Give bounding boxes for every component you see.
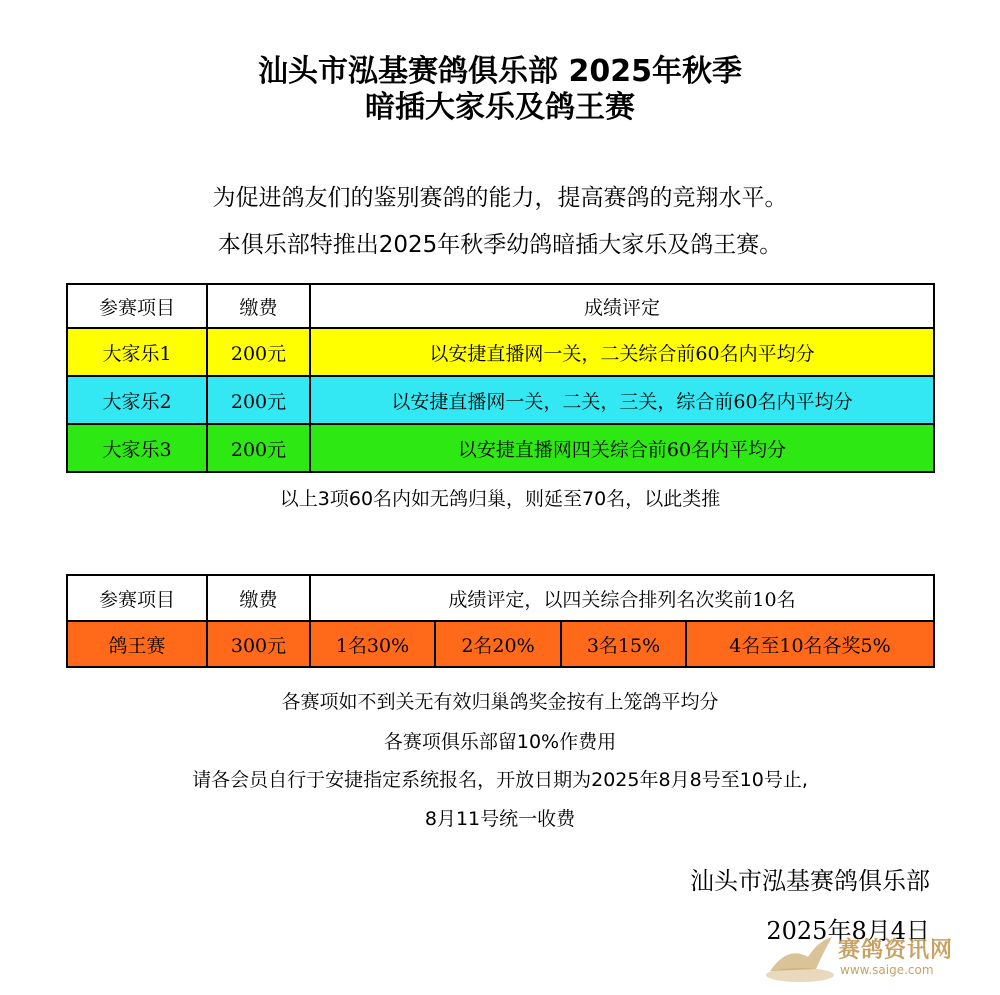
row-name: 大家乐2: [67, 376, 207, 424]
table-row: [67, 376, 934, 424]
table-row: [67, 424, 934, 472]
row-fee: 200元: [207, 424, 310, 472]
row-fee: 200元: [207, 376, 310, 424]
header-fee: 缴费: [207, 575, 310, 621]
table-row: [67, 328, 934, 376]
title-line-2: 暗插大家乐及鸽王赛: [365, 90, 635, 125]
row-name: 大家乐3: [67, 424, 207, 472]
prize-3: 3名15%: [561, 621, 686, 667]
intro-line-2: 本俱乐部特推出2025年秋季幼鸽暗插大家乐及鸽王赛。: [217, 232, 783, 258]
row-fee: 300元: [207, 621, 310, 667]
watermark-text: 赛鸽资讯网: [838, 938, 954, 963]
signature-org: 汕头市泓基赛鸽俱乐部: [690, 867, 930, 895]
header-item: 参赛项目: [67, 575, 207, 621]
footer-line-2: 各赛项俱乐部留10%作费用: [383, 731, 617, 753]
prize-1: 1名30%: [310, 621, 435, 667]
row-fee: 200元: [207, 328, 310, 376]
prize-2: 2名20%: [435, 621, 561, 667]
watermark-url: www.saige.com: [840, 963, 934, 977]
table-row: [67, 621, 934, 667]
header-fee: 缴费: [207, 284, 310, 328]
footer-line-1: 各赛项如不到关无有效归巢鸽奖金按有上笼鸽平均分: [281, 691, 719, 713]
header-rule: 成绩评定: [310, 284, 934, 328]
header-rule: 成绩评定，以四关综合排列名次奖前10名: [310, 575, 934, 621]
table-header-row: [67, 575, 934, 621]
site-watermark: [760, 925, 970, 985]
header-item: 参赛项目: [67, 284, 207, 328]
prize-4-10: 4名至10名各奖5%: [686, 621, 934, 667]
row-rule: 以安捷直播网四关综合前60名内平均分: [310, 424, 934, 472]
footer-line-4: 8月11号统一收费: [424, 808, 576, 830]
gewang-table: [66, 574, 935, 668]
row-name: 鸽王赛: [67, 621, 207, 667]
row-rule: 以安捷直播网一关，二关，三关，综合前60名内平均分: [310, 376, 934, 424]
signature-date: 2025年8月4日: [766, 917, 930, 945]
extension-note: 以上3项60名内如无鸽归巢，则延至70名，以此类推: [279, 488, 721, 510]
row-rule: 以安捷直播网一关，二关综合前60名内平均分: [310, 328, 934, 376]
dajiale-table: [66, 283, 935, 473]
table-header-row: [67, 284, 934, 328]
intro-line-1: 为促进鸽友们的鉴别赛鸽的能力，提高赛鸽的竞翔水平。: [212, 185, 788, 211]
pigeon-logo-icon: [760, 925, 840, 985]
title-line-1: 汕头市泓基赛鸽俱乐部 2025年秋季: [258, 54, 742, 89]
footer-line-3: 请各会员自行于安捷指定系统报名，开放日期为2025年8月8号至10号止,: [192, 769, 808, 791]
row-name: 大家乐1: [67, 328, 207, 376]
